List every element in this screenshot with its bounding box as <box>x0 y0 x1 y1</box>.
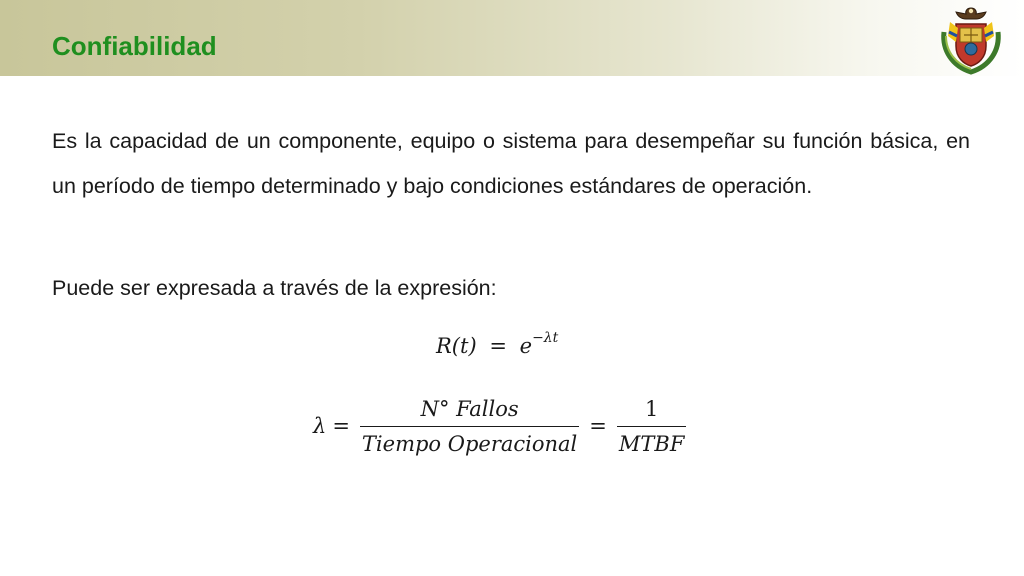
lambda-lhs: λ <box>313 414 327 438</box>
university-coat-of-arms-icon <box>934 2 1008 76</box>
equals-sign: = <box>332 414 350 438</box>
fraction-denominator: MTBF <box>617 426 687 457</box>
equals-sign: = <box>489 334 507 358</box>
mtbf-fraction <box>617 396 687 457</box>
fraction-numerator: 1 <box>644 396 659 421</box>
exponential-base: e <box>519 334 533 358</box>
expression-intro: Puede ser expresada a través de la expresión: <box>52 276 497 300</box>
failure-rate-fraction <box>360 396 579 457</box>
reliability-lhs: R(t) <box>436 334 477 358</box>
equals-sign: = <box>589 414 607 438</box>
exponent: −λt <box>532 330 559 346</box>
lambda-formula <box>313 391 690 461</box>
fraction-denominator: Tiempo Operacional <box>360 426 579 457</box>
slide-title: Confiabilidad <box>52 31 217 61</box>
fraction-numerator: N° Fallos <box>420 396 519 421</box>
definition-paragraph: Es la capacidad de un componente, equipo o sistema para desempeñar su función básica, en un período de tiempo determinado y bajo condiciones estándares de operación. <box>52 129 970 198</box>
reliability-formula <box>436 326 558 361</box>
